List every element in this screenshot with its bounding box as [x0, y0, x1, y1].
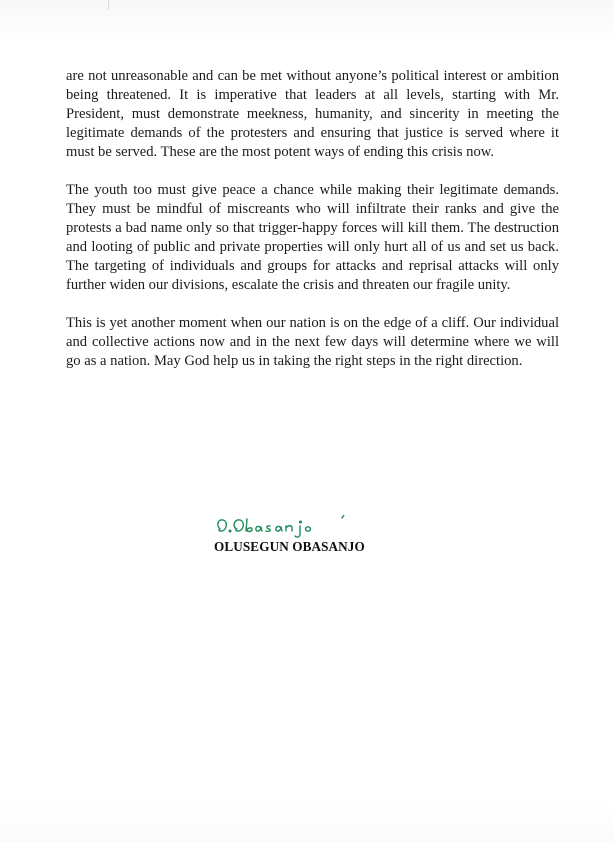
signatory-name: OLUSEGUN OBASANJO [214, 539, 365, 554]
paragraph-2: The youth too must give peace a chance while making their legitimate demands. They must be mindful of miscreants who will infiltrate their ranks and give the protests a bad name only so that trigger-happy forces will kill them. The destruction and looting of public and private properties will only hurt all of us and set us back. The targeting of individuals and groups for attacks and reprisal attacks will only further widen our divisions, escalate the crisis and threaten our fragile unity. [66, 182, 559, 293]
paragraph-3: This is yet another moment when our nation is on the edge of a cliff. Our individual and collective actions now and in the next few days will determine where we will go as a nation. May God help us in taking the right steps in the right direction. [66, 315, 559, 369]
scan-artifact [108, 0, 109, 10]
signature-block [214, 515, 404, 565]
letter-body [66, 67, 559, 390]
paragraph-1: are not unreasonable and can be met without anyone’s political interest or ambition being threatened. It is imperative that leaders at all levels, starting with Mr. President, must demonstrate meekness, humanity, and sincerity in meeting the legitimate demands of the protesters and ensuring that justice is served where it must be served. These are the most potent ways of ending this crisis now. [66, 68, 559, 160]
